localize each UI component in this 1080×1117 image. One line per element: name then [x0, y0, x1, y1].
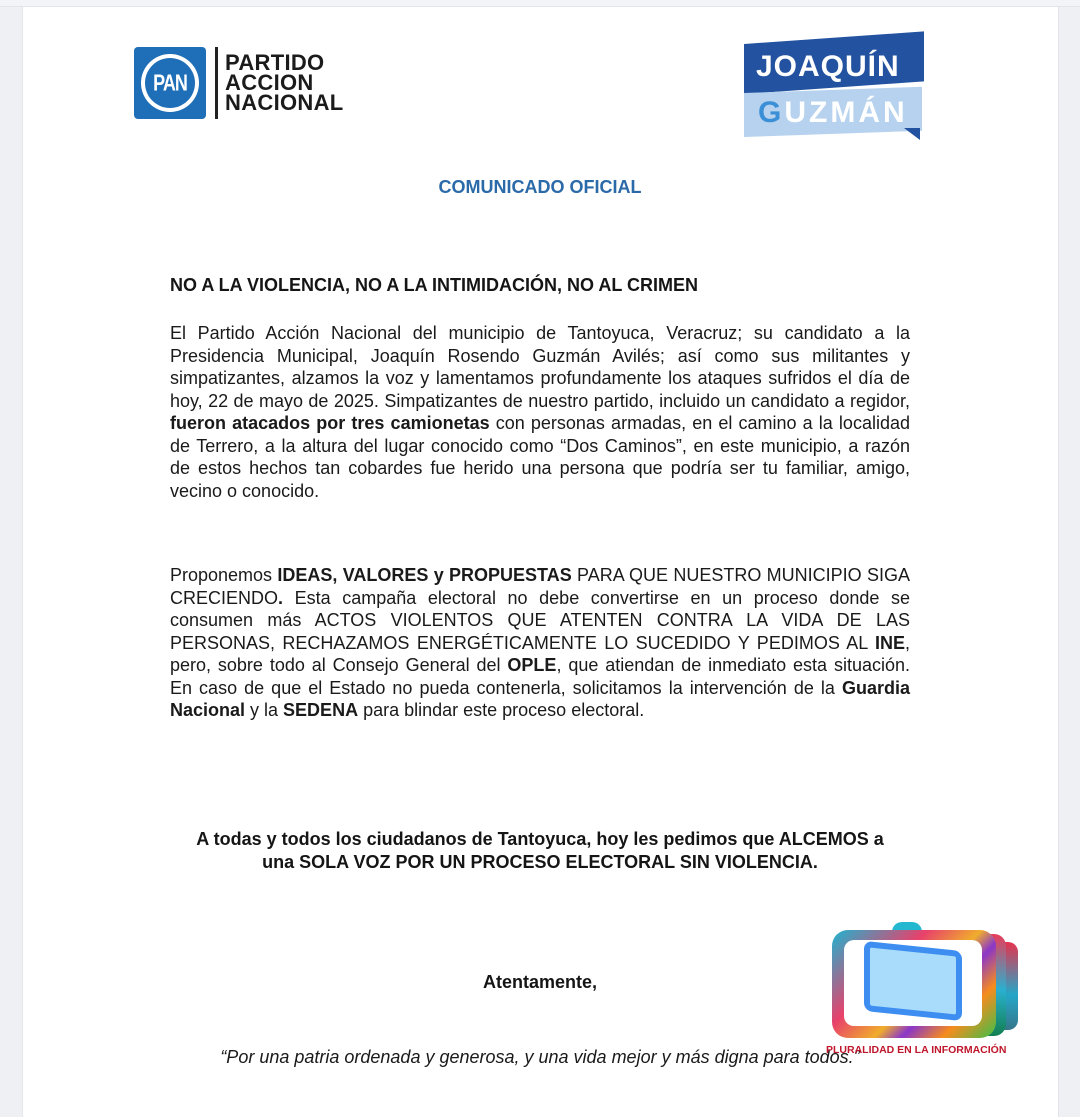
- closing-statement: A todas y todos los ciudadanos de Tantoyuca, hoy les pedimos que ALCEMOS a una SOLA VOZ POR UN PROCESO ELECTORAL SIN VIOLENCIA.: [196, 829, 884, 872]
- text-run: , pero, sobre todo al Consejo General del: [170, 632, 910, 675]
- signoff: Atentamente,: [482, 972, 598, 992]
- document-heading: NO A LA VIOLENCIA, NO A LA INTIMIDACIÓN, NO AL CRIMEN: [170, 275, 698, 295]
- bold-text-run: SEDENA: [283, 700, 359, 720]
- candidate-first-name: JOAQUÍN: [756, 50, 900, 83]
- text-run: El Partido Acción Nacional del municipio de Tantoyuca, Veracruz; su candidato a la Presidencia Municipal, Joaquín Rosendo Guzmán Avilés; así como sus militantes y simpatizantes, alzamos la voz y lamentamos profundamente los ataques sufridos el día de hoy, 22 de mayo de 2025. Simpatizantes de nuestro partido, incluido un candidato a regidor,: [170, 323, 910, 411]
- text-run: Proponemos: [170, 565, 278, 585]
- bold-text-run: OPLE: [507, 655, 557, 675]
- paragraph-1: [170, 322, 910, 502]
- bold-text-run: IDEAS, VALORES y PROPUESTAS: [277, 565, 572, 585]
- viewer-top-bar: [0, 0, 1080, 7]
- watermark-text: PLURALIDAD EN LA INFORMACIÓN: [826, 1044, 1007, 1056]
- pan-emblem-text: PAN: [153, 69, 187, 96]
- text-run: y la: [245, 700, 284, 720]
- pan-party-name: [225, 50, 344, 115]
- candidate-last-name: [758, 96, 908, 130]
- pan-name-line: NACIONAL: [225, 90, 344, 115]
- document-title: COMUNICADO OFICIAL: [438, 177, 642, 197]
- text-run: con personas armadas, en el camino a la localidad de Terrero, a la altura del lugar conocido como “Dos Caminos”, en este municipio, a razón de estos hechos tan cobardes fue herido una persona que podría ser tu familiar, amigo, vecino o conocido.: [170, 413, 910, 501]
- pan-emblem-icon: [134, 47, 206, 119]
- paragraph-2: [170, 564, 910, 722]
- tv-screen-icon: [864, 941, 962, 1021]
- candidate-last-name-initial: G: [758, 96, 785, 129]
- candidate-logo: [744, 36, 924, 140]
- party-motto: “Por una patria ordenada y generosa, y una vida mejor y más digna para todos.”: [220, 1047, 860, 1067]
- watermark-logo: [826, 922, 1021, 1062]
- bold-text-run: .: [278, 587, 284, 608]
- text-run: Esta campaña electoral no debe convertirse en un proceso donde se consumen más ACTOS VIOLENTOS QUE ATENTEN CONTRA LA VIDA DE LAS PERSONAS, RECHAZAMOS ENERGÉTICAMENTE LO SUCEDIDO Y PEDIMOS AL: [170, 587, 910, 653]
- bold-text-run: Guardia Nacional: [170, 677, 910, 720]
- bold-text-run: fueron atacados por tres camionetas: [170, 413, 490, 433]
- pan-logo: [134, 47, 344, 119]
- logo-divider: [215, 47, 218, 119]
- bold-text-run: INE: [874, 632, 905, 653]
- text-run: para blindar este proceso electoral.: [358, 700, 645, 720]
- candidate-last-name-rest: UZMÁN: [784, 96, 908, 129]
- pan-name-line: PARTIDO: [225, 50, 325, 75]
- text-run: PARA QUE NUESTRO MUNICIPIO SIGA CRECIENDO: [170, 565, 911, 608]
- text-run: , que atiendan de inmediato esta situación. En caso de que el Estado no pueda contenerla, solicitamos la intervención de la: [170, 655, 910, 698]
- pan-name-line: ACCION: [225, 70, 314, 95]
